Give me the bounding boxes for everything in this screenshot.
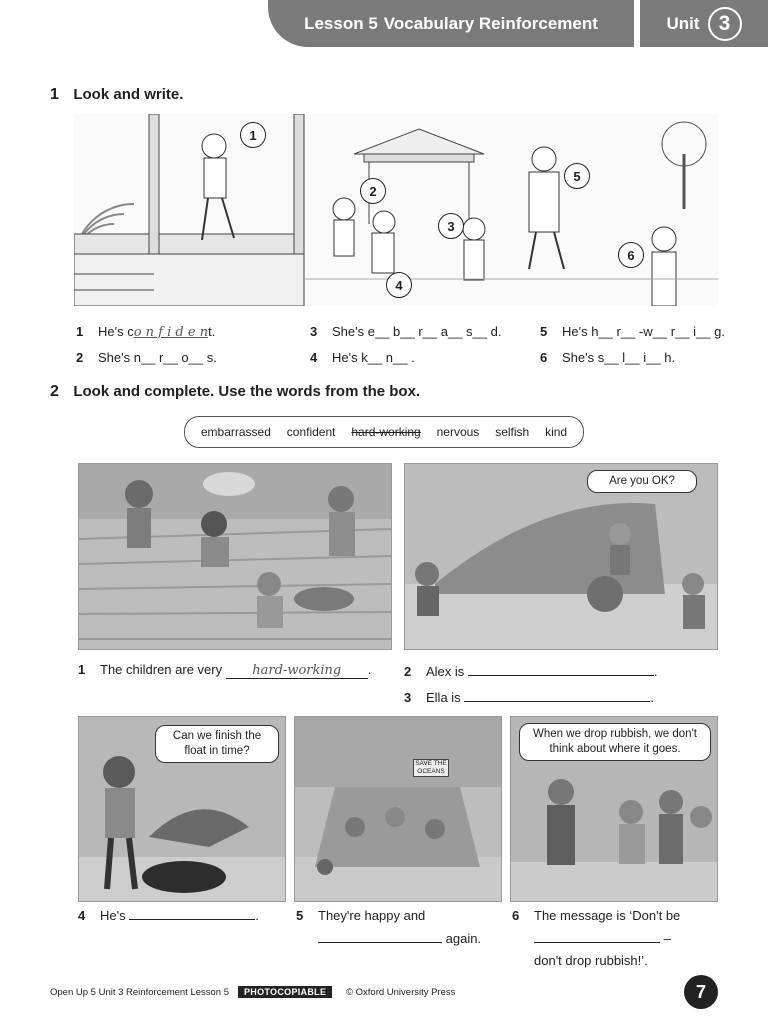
ex2-item-2 [404, 664, 658, 679]
unit-number: 3 [708, 7, 742, 41]
item-end: again. [445, 931, 482, 946]
exercise-2-heading [50, 383, 420, 401]
item-number: 3 [310, 324, 318, 339]
item-text: The message is ‘Don't be [534, 908, 681, 923]
footer-copyright: © Oxford University Press [346, 987, 456, 998]
item-text: He's h__ r__ -w__ r__ i__ g. [562, 324, 725, 339]
ex2-item-6-end [534, 953, 648, 968]
item-number: 1 [76, 324, 84, 339]
ex2-item-6 [512, 908, 680, 923]
marker-6: 6 [618, 242, 644, 268]
item-dash: – [663, 931, 671, 946]
item-prefix: He's c [98, 324, 134, 339]
item-number: 4 [310, 350, 318, 365]
word-hard-working: hard-working [351, 425, 421, 439]
item-text: They're happy and [318, 908, 426, 923]
item-number: 6 [540, 350, 548, 365]
word-selfish: selfish [495, 425, 530, 439]
handwritten-answer: hard-working [226, 663, 368, 679]
item-number: 2 [404, 664, 412, 679]
item-number: 6 [512, 908, 520, 923]
handwritten-answer: o n f i d e n [133, 325, 209, 340]
item-text: She's e__ b__ r__ a__ s__ d. [332, 324, 502, 339]
item-number: 2 [76, 350, 84, 365]
ex1-item-2 [76, 350, 217, 365]
unit-label: Unit [666, 13, 700, 33]
item-end: . [255, 908, 259, 923]
item-number: 1 [78, 662, 86, 677]
item-text: Ella is [426, 690, 461, 705]
ex1-item-1 [76, 324, 215, 340]
photo-rubbish-message [510, 716, 718, 902]
item-end: . [650, 690, 654, 705]
item-end: . [367, 662, 372, 677]
bubble-can-we-finish: Can we finish the float in time? [155, 725, 279, 763]
item-text: She's s__ l__ i__ h. [562, 350, 676, 365]
marker-4: 4 [386, 272, 412, 298]
exercise-1-heading [50, 86, 183, 104]
marker-5: 5 [564, 163, 590, 189]
ex2-item-5 [296, 908, 425, 923]
item-number: 5 [540, 324, 548, 339]
exercise-2-number: 2 [50, 383, 59, 400]
ex1-item-5 [540, 324, 725, 339]
ex2-item-6-line [534, 931, 671, 946]
word-kind: kind [545, 425, 568, 439]
item-text: She's n__ r__ o__ s. [98, 350, 217, 365]
exercise-1-title: Look and write. [73, 86, 184, 103]
item-text: He's k__ n__ . [332, 350, 415, 365]
word-box [184, 416, 584, 448]
bubble-are-you-ok: Are you OK? [587, 470, 697, 493]
ex1-item-4 [310, 350, 415, 365]
ex2-item-5-line [318, 931, 481, 946]
page-number: 7 [684, 975, 718, 1009]
answer-line[interactable] [534, 942, 660, 943]
footer-course-info: Open Up 5 Unit 3 Reinforcement Lesson 5 [50, 987, 230, 998]
bubble-rubbish: When we drop rubbish, we don't think about where it goes. [519, 723, 711, 761]
ex2-item-1 [78, 662, 371, 679]
item-suffix: t. [208, 324, 216, 339]
lesson-label: Lesson 5 [304, 13, 378, 33]
item-end: . [653, 664, 658, 679]
lesson-title: Vocabulary Reinforcement [383, 13, 598, 33]
ex1-item-3 [310, 324, 501, 339]
item-number: 3 [404, 690, 412, 705]
ex1-item-6 [540, 350, 675, 365]
item-number: 4 [78, 908, 86, 923]
answer-line[interactable] [318, 942, 442, 943]
item-text: The children are very [100, 662, 223, 677]
word-confident: confident [286, 425, 336, 439]
photo-oceans-float [294, 716, 502, 902]
answer-line[interactable] [468, 675, 654, 676]
lesson-banner [268, 0, 634, 47]
photo-parade-float [404, 463, 718, 650]
photo-boy-float [78, 716, 286, 902]
exercise-2-title: Look and complete. Use the words from the box. [73, 383, 421, 400]
ex2-item-4 [78, 908, 259, 923]
photocopiable-badge: PHOTOCOPIABLE [238, 986, 332, 998]
item-text: He's [100, 908, 126, 923]
photo-children-working [78, 463, 392, 650]
marker-1: 1 [240, 122, 266, 148]
marker-2: 2 [360, 178, 386, 204]
answer-line[interactable] [464, 701, 650, 702]
marker-3: 3 [438, 213, 464, 239]
answer-line[interactable] [129, 919, 255, 920]
ex2-item-3 [404, 690, 654, 705]
item-number: 5 [296, 908, 304, 923]
park-scene-illustration [74, 114, 718, 306]
word-embarrassed: embarrassed [200, 425, 271, 439]
item-end: don't drop rubbish!’. [534, 953, 648, 968]
word-nervous: nervous [436, 425, 480, 439]
exercise-1-number: 1 [50, 86, 59, 103]
save-oceans-sign: SAVE THE OCEANS [413, 759, 449, 777]
unit-badge [640, 0, 768, 47]
item-text: Alex is [426, 664, 465, 679]
